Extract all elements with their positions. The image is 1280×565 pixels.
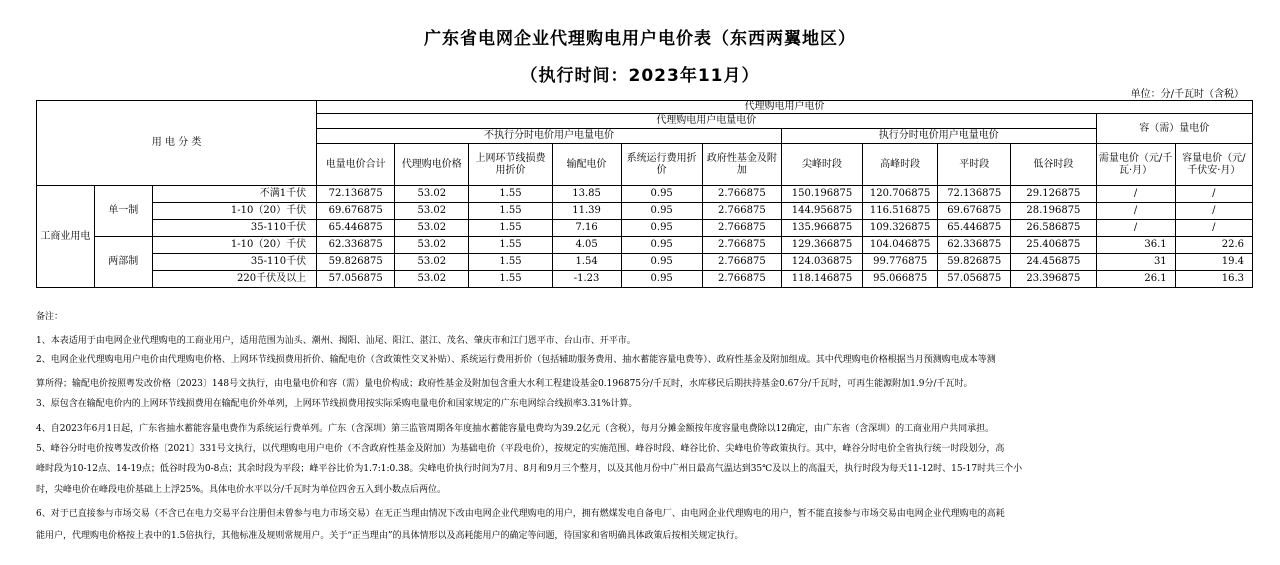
header-category: 用 电 分 类 [37, 101, 317, 186]
flat-cell: 57.056875 [938, 271, 1011, 288]
peak-cell: 116.516875 [863, 203, 938, 220]
two-part-label: 两部制 [94, 237, 152, 288]
cap-cell: 22.6 [1175, 237, 1252, 254]
note-line: 1、本表适用于由电网企业代理购电的工商业用户，适用范围为汕头、潮州、揭阳、汕尾、阳江、湛江、茂名、肇庆市和江门恩平市、台山市、开平市。 [36, 336, 636, 346]
note-line: 3、原包含在输配电价内的上网环节线损费用在输配电价外单列，上网环节线损费用按实际采购电量电价和国家规定的广东电网综合线损率3.31%计算。 [36, 399, 638, 409]
peak-cell: 120.706875 [863, 186, 938, 203]
total-cell: 57.056875 [317, 271, 395, 288]
valley-cell: 23.396875 [1011, 271, 1096, 288]
sys-cell: 0.95 [621, 186, 702, 203]
loss-cell: 1.55 [469, 220, 552, 237]
agent-cell: 53.02 [395, 254, 469, 271]
cap-cell: 19.4 [1175, 254, 1252, 271]
single-label: 单一制 [94, 186, 152, 237]
agent-cell: 53.02 [395, 220, 469, 237]
voltage-label: 35-110千伏 [152, 254, 316, 271]
group-label: 工商业用电 [37, 186, 95, 288]
note-line: 时，尖峰电价在峰段电价基础上上浮25%。具体电价水平以分/千瓦时为单位四舍五入到小数点后两位。 [36, 485, 447, 495]
cap-cell: / [1175, 186, 1252, 203]
voltage-label: 220千伏及以上 [152, 271, 316, 288]
note-line: 2、电网企业代理购电用户电价由代理购电价格、上网环节线损费用折价、输配电价（含政策性交叉补贴）、系统运行费用折价（包括辅助服务费用、抽水蓄能容量电费等）、政府性基金及附加组成。其中代理购电价格根据当月预测购电成本等测 [36, 355, 996, 365]
note-line: 峰时段为10-12点、14-19点；低谷时段为0-8点；其余时段为平段；峰平谷比价为1.7:1:0.38。尖峰电价执行时间为7月、8月和9月三个整月，以及其他月份中广州日最高气温达到35℃及以上的高温天，执行时段为每天11-12时、15-17时共三个小 [36, 464, 1023, 474]
sys-cell: 0.95 [621, 271, 702, 288]
sys-cell: 0.95 [621, 237, 702, 254]
header-tou: 执行分时电价用户电量电价 [781, 129, 1096, 144]
flat-cell: 69.676875 [938, 203, 1011, 220]
demand-cell: / [1096, 186, 1175, 203]
col-peak: 高峰时段 [863, 144, 938, 186]
col-td: 输配电价 [552, 144, 621, 186]
fund-cell: 2.766875 [702, 220, 781, 237]
page-title: 广东省电网企业代理购电用户电价表（东西两翼地区） [424, 29, 856, 49]
peak2-cell: 124.036875 [781, 254, 862, 271]
valley-cell: 28.196875 [1011, 203, 1096, 220]
note-line: 6、对于已直接参与市场交易（不含已在电力交易平台注册但未曾参与电力市场交易）在无正当理由情况下改由电网企业代理购电的用户，拥有燃煤发电自备电厂、由电网企业代理购电的用户，暂不能直接参与市场交易由电网企业代理购电的高耗 [36, 509, 1005, 519]
note-line: 能用户，代理购电价格按上表中的1.5倍执行，其他标准及规则常规用户。关于“正当理由”的具体情形以及高耗能用户的确定等问题，待国家和省明确具体政策后按相关规定执行。 [36, 531, 744, 541]
col-valley: 低谷时段 [1011, 144, 1096, 186]
flat-cell: 65.446875 [938, 220, 1011, 237]
valley-cell: 24.456875 [1011, 254, 1096, 271]
total-cell: 65.446875 [317, 220, 395, 237]
fund-cell: 2.766875 [702, 237, 781, 254]
header-no-tou: 不执行分时电价用户电量电价 [317, 129, 782, 144]
voltage-label: 1-10（20）千伏 [152, 203, 316, 220]
td-cell: 7.16 [552, 220, 621, 237]
col-sys: 系统运行费用折价 [621, 144, 702, 186]
demand-cell: 31 [1096, 254, 1175, 271]
cap-cell: / [1175, 220, 1252, 237]
demand-cell: 26.1 [1096, 271, 1175, 288]
peak-cell: 95.066875 [863, 271, 938, 288]
voltage-label: 35-110千伏 [152, 220, 316, 237]
peak-cell: 99.776875 [863, 254, 938, 271]
agent-cell: 53.02 [395, 203, 469, 220]
header-agent-price: 代理购电用户电价 [317, 101, 1253, 114]
notes-heading: 备注： [36, 312, 64, 322]
cap-cell: / [1175, 203, 1252, 220]
voltage-label: 1-10（20）千伏 [152, 237, 316, 254]
flat-cell: 59.826875 [938, 254, 1011, 271]
fund-cell: 2.766875 [702, 254, 781, 271]
flat-cell: 62.336875 [938, 237, 1011, 254]
col-total: 电量电价合计 [317, 144, 395, 186]
sys-cell: 0.95 [621, 254, 702, 271]
col-agent: 代理购电价格 [395, 144, 469, 186]
total-cell: 59.826875 [317, 254, 395, 271]
peak-cell: 109.326875 [863, 220, 938, 237]
td-cell: 1.54 [552, 254, 621, 271]
note-line: 算所得；输配电价按照粤发改价格〔2023〕148号文执行，由电量电价和容（需）量电价构成；政府性基金及附加包含重大水利工程建设基金0.196875分/千瓦时，水库移民后期扶持基金0.67分/千瓦时，可再生能源附加1.9分/千瓦时。 [36, 379, 973, 389]
loss-cell: 1.55 [469, 271, 552, 288]
note-line: 4、自2023年6月1日起，广东省抽水蓄能容量电费作为系统运行费单列。广东（含深圳）第三监管周期各年度抽水蓄能容量电费均为39.2亿元（含税），每月分摊金额按年度容量电费除以12确定，由广东省（含深圳）的工商业用户共同承担。 [36, 424, 995, 434]
loss-cell: 1.55 [469, 254, 552, 271]
peak2-cell: 144.956875 [781, 203, 862, 220]
fund-cell: 2.766875 [702, 186, 781, 203]
demand-cell: / [1096, 220, 1175, 237]
td-cell: 4.05 [552, 237, 621, 254]
note-line: 5、峰谷分时电价按粤发改价格〔2021〕331号文执行，以代理购电用户电价（不含政府性基金及附加）为基础电价（平段电价），按规定的实施范围、峰谷时段、峰谷比价、尖峰电价等政策执行。其中，峰谷分时电价全省执行统一时段划分，高 [36, 444, 1005, 454]
peak2-cell: 129.366875 [781, 237, 862, 254]
header-energy-price: 代理购电用户电量电价 [317, 114, 1096, 129]
td-cell: 13.85 [552, 186, 621, 203]
voltage-label: 不满1千伏 [152, 186, 316, 203]
demand-cell: / [1096, 203, 1175, 220]
header-capacity-price: 容（需）量电价 [1096, 114, 1252, 144]
total-cell: 72.136875 [317, 186, 395, 203]
fund-cell: 2.766875 [702, 271, 781, 288]
loss-cell: 1.55 [469, 237, 552, 254]
price-table [36, 100, 1253, 288]
valley-cell: 26.586875 [1011, 220, 1096, 237]
peak2-cell: 118.146875 [781, 271, 862, 288]
flat-cell: 72.136875 [938, 186, 1011, 203]
execution-date: （执行时间：2023年11月） [520, 66, 760, 86]
col-loss: 上网环节线损费用折价 [469, 144, 552, 186]
agent-cell: 53.02 [395, 186, 469, 203]
peak-cell: 104.046875 [863, 237, 938, 254]
col-peak2: 尖峰时段 [781, 144, 862, 186]
valley-cell: 25.406875 [1011, 237, 1096, 254]
cap-cell: 16.3 [1175, 271, 1252, 288]
td-cell: 11.39 [552, 203, 621, 220]
col-fund: 政府性基金及附加 [702, 144, 781, 186]
col-cap: 容量电价（元/千伏安·月） [1175, 144, 1252, 186]
sys-cell: 0.95 [621, 220, 702, 237]
agent-cell: 53.02 [395, 237, 469, 254]
agent-cell: 53.02 [395, 271, 469, 288]
fund-cell: 2.766875 [702, 203, 781, 220]
td-cell: -1.23 [552, 271, 621, 288]
total-cell: 69.676875 [317, 203, 395, 220]
peak2-cell: 135.966875 [781, 220, 862, 237]
demand-cell: 36.1 [1096, 237, 1175, 254]
loss-cell: 1.55 [469, 186, 552, 203]
valley-cell: 29.126875 [1011, 186, 1096, 203]
col-flat: 平时段 [938, 144, 1011, 186]
peak2-cell: 150.196875 [781, 186, 862, 203]
sys-cell: 0.95 [621, 203, 702, 220]
total-cell: 62.336875 [317, 237, 395, 254]
col-demand: 需量电价（元/千瓦·月） [1096, 144, 1175, 186]
loss-cell: 1.55 [469, 203, 552, 220]
unit-label: 单位：分/千瓦时（含税） [1130, 89, 1244, 100]
